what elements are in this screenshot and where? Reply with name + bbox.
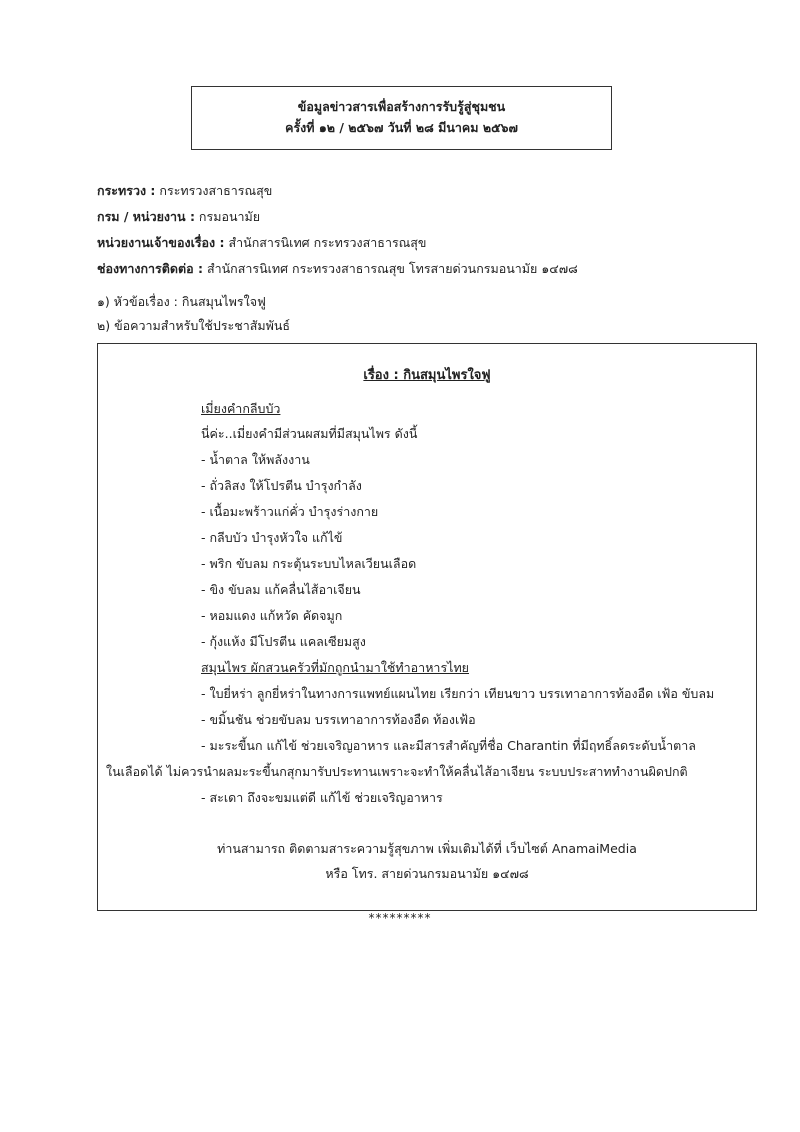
meta-ministry-label: กระทรวง : [97, 183, 156, 198]
meta-department [97, 204, 578, 230]
ingredient-item: - กลีบบัว บำรุงหัวใจ แก้ไข้ [201, 530, 343, 545]
ingredient-item: - ถั่วลิสง ให้โปรตีน บำรุงกำลัง [201, 478, 362, 493]
section-pr-message: ๒) ข้อความสำหรับใช้ประชาสัมพันธ์ [97, 318, 291, 333]
ingredient-item: - น้ำตาล ให้พลังงาน [201, 452, 310, 467]
meta-owner-value: สำนักสารนิเทศ กระทรวงสาธารณสุข [228, 235, 427, 250]
meta-info [97, 178, 578, 282]
herb-item: - สะเดา ถึงจะขมแต่ดี แก้ไข้ ช่วยเจริญอาหาร [201, 790, 443, 805]
story-title: เรื่อง : กินสมุนไพรใจฟู [363, 368, 491, 383]
meta-owner-label: หน่วยงานเจ้าของเรื่อง : [97, 235, 225, 250]
herb-item: - ใบยี่หร่า ลูกยี่หร่าในทางการแพทย์แผนไทย เรียกว่า เทียนขาว บรรเทาอาการท้องอืด เฟ้อ ขับลม [201, 686, 715, 701]
herb-item-continuation: ในเลือดได้ ไม่ควรนำผลมะระขี้นกสุกมารับประทานเพราะจะทำให้คลื่นไส้อาเจียน ระบบประสาททำงานผิดปกติ [106, 764, 688, 779]
meta-department-label: กรม / หน่วยงาน : [97, 209, 195, 224]
heading-miang-kham: เมี่ยงคำกลีบบัว [201, 401, 281, 416]
meta-contact-value: สำนักสารนิเทศ กระทรวงสาธารณสุข โทรสายด่วนกรมอนามัย ๑๔๗๘ [206, 261, 578, 276]
meta-ministry-value: กระทรวงสาธารณสุข [159, 183, 273, 198]
ingredient-item: - กุ้งแห้ง มีโปรตีน แคลเซียมสูง [201, 634, 366, 649]
closing-hotline: หรือ โทร. สายด่วนกรมอนามัย ๑๔๗๘ [325, 866, 529, 881]
end-marker: ********* [368, 911, 432, 925]
meta-department-value: กรมอนามัย [198, 209, 261, 224]
heading-herbs: สมุนไพร ผักสวนครัวที่มักถูกนำมาใช้ทำอาหารไทย [201, 660, 470, 675]
intro-text: นี่ค่ะ..เมี่ยงคำมีส่วนผสมที่มีสมุนไพร ดังนี้ [201, 426, 418, 441]
ingredient-item: - พริก ขับลม กระตุ้นระบบไหลเวียนเลือด [201, 556, 417, 571]
herb-item: - มะระขี้นก แก้ไข้ ช่วยเจริญอาหาร และมีสารสำคัญที่ชื่อ Charantin ที่มีฤทธิ์ลดระดับน้ำตาล [201, 738, 696, 753]
meta-ministry [97, 178, 578, 204]
ingredient-item: - เนื้อมะพร้าวแก่คั่ว บำรุงร่างกาย [201, 504, 379, 519]
header-issue-date: ครั้งที่ ๑๒ / ๒๕๖๗ วันที่ ๒๘ มีนาคม ๒๕๖๗ [285, 120, 518, 135]
meta-contact [97, 256, 578, 282]
section-topic: ๑) หัวข้อเรื่อง : กินสมุนไพรใจฟู [97, 294, 266, 309]
herb-item: - ขมิ้นชัน ช่วยขับลม บรรเทาอาการท้องอืด ท้องเฟ้อ [201, 712, 476, 727]
content-box [97, 343, 757, 911]
ingredient-item: - ขิง ขับลม แก้คลื่นไส้อาเจียน [201, 582, 361, 597]
header-title: ข้อมูลข่าวสารเพื่อสร้างการรับรู้สู่ชุมชน [297, 99, 506, 114]
header-box [191, 86, 612, 150]
closing-website: ท่านสามารถ ติดตามสาระความรู้สุขภาพ เพิ่มเติมได้ที่ เว็บไซต์ AnamaiMedia [217, 841, 637, 856]
closing-note [98, 836, 756, 886]
meta-contact-label: ช่องทางการติดต่อ : [97, 261, 203, 276]
meta-owner [97, 230, 578, 256]
section-list [97, 290, 290, 338]
ingredient-item: - หอมแดง แก้หวัด คัดจมูก [201, 608, 343, 623]
